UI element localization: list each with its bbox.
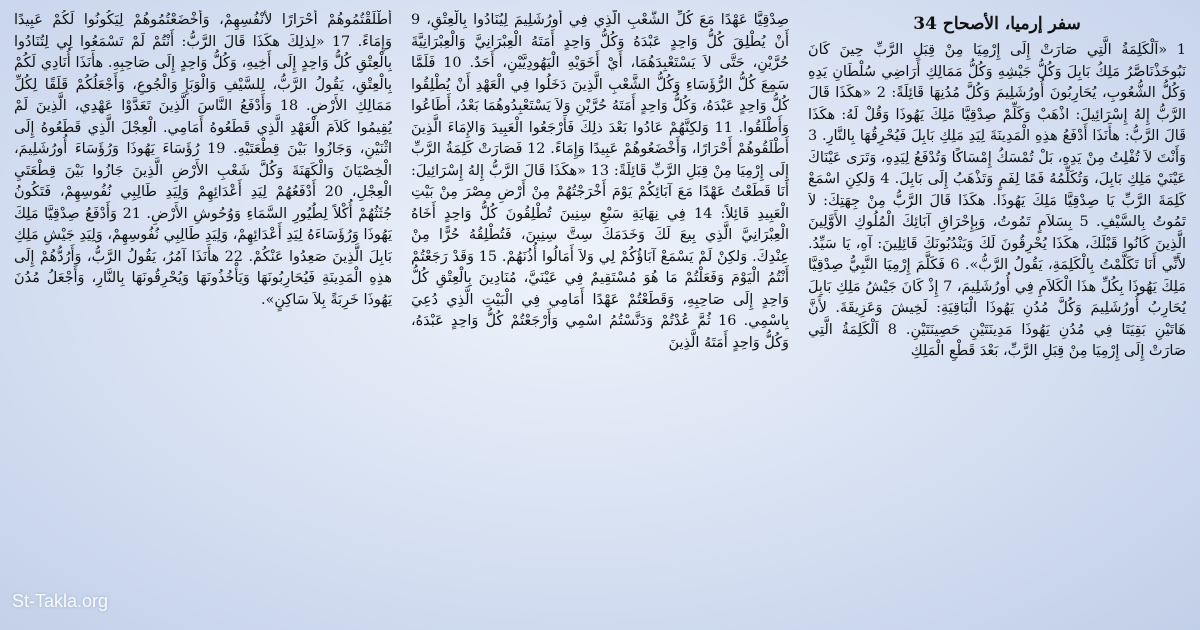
chapter-title: سفر إرميا، الأصحاح 34 — [913, 14, 1081, 34]
watermark-logo: St-Takla.org — [12, 591, 109, 611]
column-middle-text: صِدْقِيَّا عَهْدًا مَعَ كُلِّ الشَّعْبِ الَّذِي فِي أُورُشَلِيمَ لِيُنَادُوا بِالْعِتْقِ، 9 أَنْ يُطْلِقَ كُلُّ وَاحِدٍ عَبْدَهُ وَكُلُّ وَاحِدٍ أَمَتَهُ الْعِبْرَانِيَّ وَالْعِبْرَانِيَّةَ حُرَّيْنِ، حَتَّى لاَ يَسْتَعْبِدَهُمَا، أَيْ أَخَوَيْهِ الْيَهُودِيَّيْنِ، أَحَدٌ. 10 فَلَمَّا سَمِعَ كُلُّ الرُّؤَسَاءِ وَكُلُّ الشَّعْبِ الَّذِينَ دَخَلُوا فِي الْعَهْدِ أَنْ يُطْلِقُوا كُلُّ وَاحِدٍ عَبْدَهُ، وَكُلُّ وَاحِدٍ أَمَتَهُ حُرَّيْنِ وَلاَ يَسْتَعْبِدُوهُمَا بَعْدُ، أَطَاعُوا وَأَطْلَقُوا. 11 وَلكِنَّهُمْ عَادُوا بَعْدَ ذلِكَ فَأَرْجَعُوا الْعَبِيدَ وَالإِمَاءَ الَّذِينَ أَطْلَقُوهُمْ أَحْرَارًا، وَأَخْضَعُوهُمْ عَبِيدًا وَإِمَاءً. 12 فَصَارَتْ كَلِمَةُ الرَّبِّ إِلَى إِرْمِيَا مِنْ قِبَلِ الرَّبِّ قَائِلَةً: 13 «هكَذَا قَالَ الرَّبُّ إِلهُ إِسْرَائِيلَ: أَنَا قَطَعْتُ عَهْدًا مَعَ آبَائِكُمْ يَوْمَ أَخْرَجْتُهُمْ مِنْ أَرْضِ مِصْرَ مِنْ بَيْتِ الْعَبِيدِ قَائِلاً: 14 فِي نِهَايَةِ سَبْعِ سِنِينَ تُطْلِقُونَ كُلُّ وَاحِدٍ أَخَاهُ الْعِبْرَانِيَّ الَّذِي بِيعَ لَكَ وَخَدَمَكَ سِتَّ سِنِينَ، فَتُطْلِقُهُ حُرًّا مِنْ عِنْدِكَ. وَلكِنْ لَمْ يَسْمَعْ آبَاؤُكُمْ لِي وَلاَ أَمَالُوا أُذُنَهُمْ. 15 وَقَدْ رَجَعْتُمْ أَنْتُمُ الْيَوْمَ وَفَعَلْتُمْ مَا هُوَ مُسْتَقِيمٌ فِي عَيْنَيَّ، مُنَادِينَ بِالْعِتْقِ كُلُّ وَاحِدٍ إِلَى صَاحِبِهِ، وَقَطَعْتُمْ عَهْدًا أَمَامِي فِي الْبَيْتِ الَّذِي دُعِيَ بِاسْمِي. 16 ثُمَّ عُدْتُمْ وَدَنَّسْتُمُ اسْمِي وَأَرْجَعْتُمْ كُلُّ وَاحِدٍ عَبْدَهُ، وَكُلُّ وَاحِدٍ أَمَتَهُ الَّذِينَ — [411, 12, 789, 351]
column-left — [14, 10, 392, 620]
text-columns — [14, 10, 1186, 620]
column-middle — [411, 10, 789, 620]
column-right — [808, 10, 1186, 622]
column-right-text: 1 «اَلْكَلِمَةُ الَّتِي صَارَتْ إِلَى إِرْمِيَا مِنْ قِبَلِ الرَّبِّ حِينَ كَانَ نَبُوخَذْنَاصَّرُ مَلِكُ بَابِلَ وَكُلُّ جَيْشِهِ وَكُلُّ مَمَالِكِ أَرَاضِي سُلْطَانِ يَدِهِ وَكُلُّ الشُّعُوبِ، يُحَارِبُونَ أُورُشَلِيمَ وَكُلَّ مُدُنِهَا قَائِلَةً: 2 «هكَذَا قَالَ الرَّبُّ إِلهُ إِسْرَائِيلَ: اذْهَبْ وَكَلِّمْ صِدْقِيَّا مَلِكَ يَهُوذَا وَقُلْ لَهُ: هكَذَا قَالَ الرَّبُّ: هأَنَذَا أَدْفَعُ هذِهِ الْمَدِينَةَ لِيَدِ مَلِكِ بَابِلَ فَيُحْرِقُهَا بِالنَّارِ. 3 وَأَنْتَ لاَ تُفْلِتُ مِنْ يَدِهِ، بَلْ تُمْسَكُ إِمْسَاكًا وَتُدْفَعُ لِيَدِهِ، وَتَرَى عَيْنَاكَ عَيْنَيْ مَلِكِ بَابِلَ، وَتُكَلِّمُهُ فَمًا لِفَمٍ وَتَذْهَبُ إِلَى بَابِلَ. 4 وَلكِنِ اسْمَعْ كَلِمَةَ الرَّبِّ يَا صِدْقِيَّا مَلِكَ يَهُوذَا. هكَذَا قَالَ الرَّبُّ مِنْ جِهَتِكَ: لاَ تَمُوتُ بِالسَّيْفِ. 5 بِسَلاَمٍ تَمُوتُ، وَبِإِحْرَاقِ آبَائِكَ الْمُلُوكِ الأَوَّلِينَ الَّذِينَ كَانُوا قَبْلَكَ، هكَذَا يُحْرِقُونَ لَكَ وَيَنْدُبُونَكَ قَائِلِينَ: آهِ، يَا سَيِّدُ. لأَنِّي أَنَا تَكَلَّمْتُ بِالْكَلِمَةِ، يَقُولُ الرَّبُّ». 6 فَكَلَّمَ إِرْمِيَا النَّبِيُّ صِدْقِيَّا مَلِكَ يَهُوذَا بِكُلِّ هذَا الْكَلاَمِ فِي أُورُشَلِيمَ، 7 إِذْ كَانَ جَيْشُ مَلِكِ بَابِلَ يُحَارِبُ أُورُشَلِيمَ وَكُلَّ مُدُنِ يَهُوذَا الْبَاقِيَةِ: لَخِيشَ وَعَزِيقَةَ. لأَنَّ هَاتَيْنِ بَقِيَتَا فِي مُدُنِ يَهُوذَا مَدِينَتَيْنِ حَصِينَتَيْنِ. 8 اَلْكَلِمَةُ الَّتِي صَارَتْ إِلَى إِرْمِيَا مِنْ قِبَلِ الرَّبِّ، بَعْدَ قَطْعِ الْمَلِكِ — [808, 42, 1186, 359]
column-left-text: أَطْلَقْتُمُوهُمْ أَحْرَارًا لأَنْفُسِهِمْ، وَأَخْضَعْتُمُوهُمْ لِيَكُونُوا لَكُمْ عَبِيدًا وَإِمَاءً. 17 «لِذلِكَ هكَذَا قَالَ الرَّبُّ: أَنْتُمْ لَمْ تَسْمَعُوا لِي لِتُنَادُوا بِالْعِتْقِ كُلُّ وَاحِدٍ إِلَى أَخِيهِ، وَكُلُّ وَاحِدٍ إِلَى صَاحِبِهِ. هأَنَذَا أُنَادِي لَكُمْ بِالْعِتْقِ، يَقُولُ الرَّبُّ، لِلسَّيْفِ وَالْوَبَإِ وَالْجُوعِ، وَأَجْعَلُكُمْ قَلَقًا لِكُلِّ مَمَالِكِ الأَرْضِ. 18 وَأَدْفَعُ النَّاسَ الَّذِينَ تَعَدَّوْا عَهْدِي، الَّذِينَ لَمْ يُقِيمُوا كَلاَمَ الْعَهْدِ الَّذِي قَطَعُوهُ أَمَامِي. الْعِجْلَ الَّذِي قَطَعُوهُ إِلَى اثْنَيْنِ، وَجَازُوا بَيْنَ قِطْعَتَيْهِ. 19 رُؤَسَاءَ يَهُوذَا وَرُؤَسَاءَ أُورُشَلِيمَ، الْخِصْيَانَ وَالْكَهَنَةَ وَكُلَّ شَعْبِ الأَرْضِ الَّذِينَ جَازُوا بَيْنَ قِطْعَتَيِ الْعِجْلِ، 20 أَدْفَعُهُمْ لِيَدِ أَعْدَائِهِمْ وَلِيَدِ طَالِبِي نُفُوسِهِمْ، فَتَكُونُ جُثَثُهُمْ أُكْلاً لِطُيُورِ السَّمَاءِ وَوُحُوشِ الأَرْضِ. 21 وَأَدْفَعُ صِدْقِيَّا مَلِكَ يَهُوذَا وَرُؤَسَاءَهُ لِيَدِ أَعْدَائِهِمْ، وَلِيَدِ طَالِبِي نُفُوسِهِمْ، وَلِيَدِ جَيْشِ مَلِكِ بَابِلَ الَّذِينَ صَعِدُوا عَنْكُمْ. 22 هأَنَذَا آمُرُ، يَقُولُ الرَّبُّ، وَأَرُدُّهُمْ إِلَى هذِهِ الْمَدِينَةِ فَيُحَارِبُونَهَا وَيَأْخُذُونَهَا وَيُحْرِقُونَهَا بِالنَّارِ، وَأَجْعَلُ مُدُنَ يَهُوذَا خَرِبَةً بِلاَ سَاكِنٍ». — [14, 12, 392, 308]
